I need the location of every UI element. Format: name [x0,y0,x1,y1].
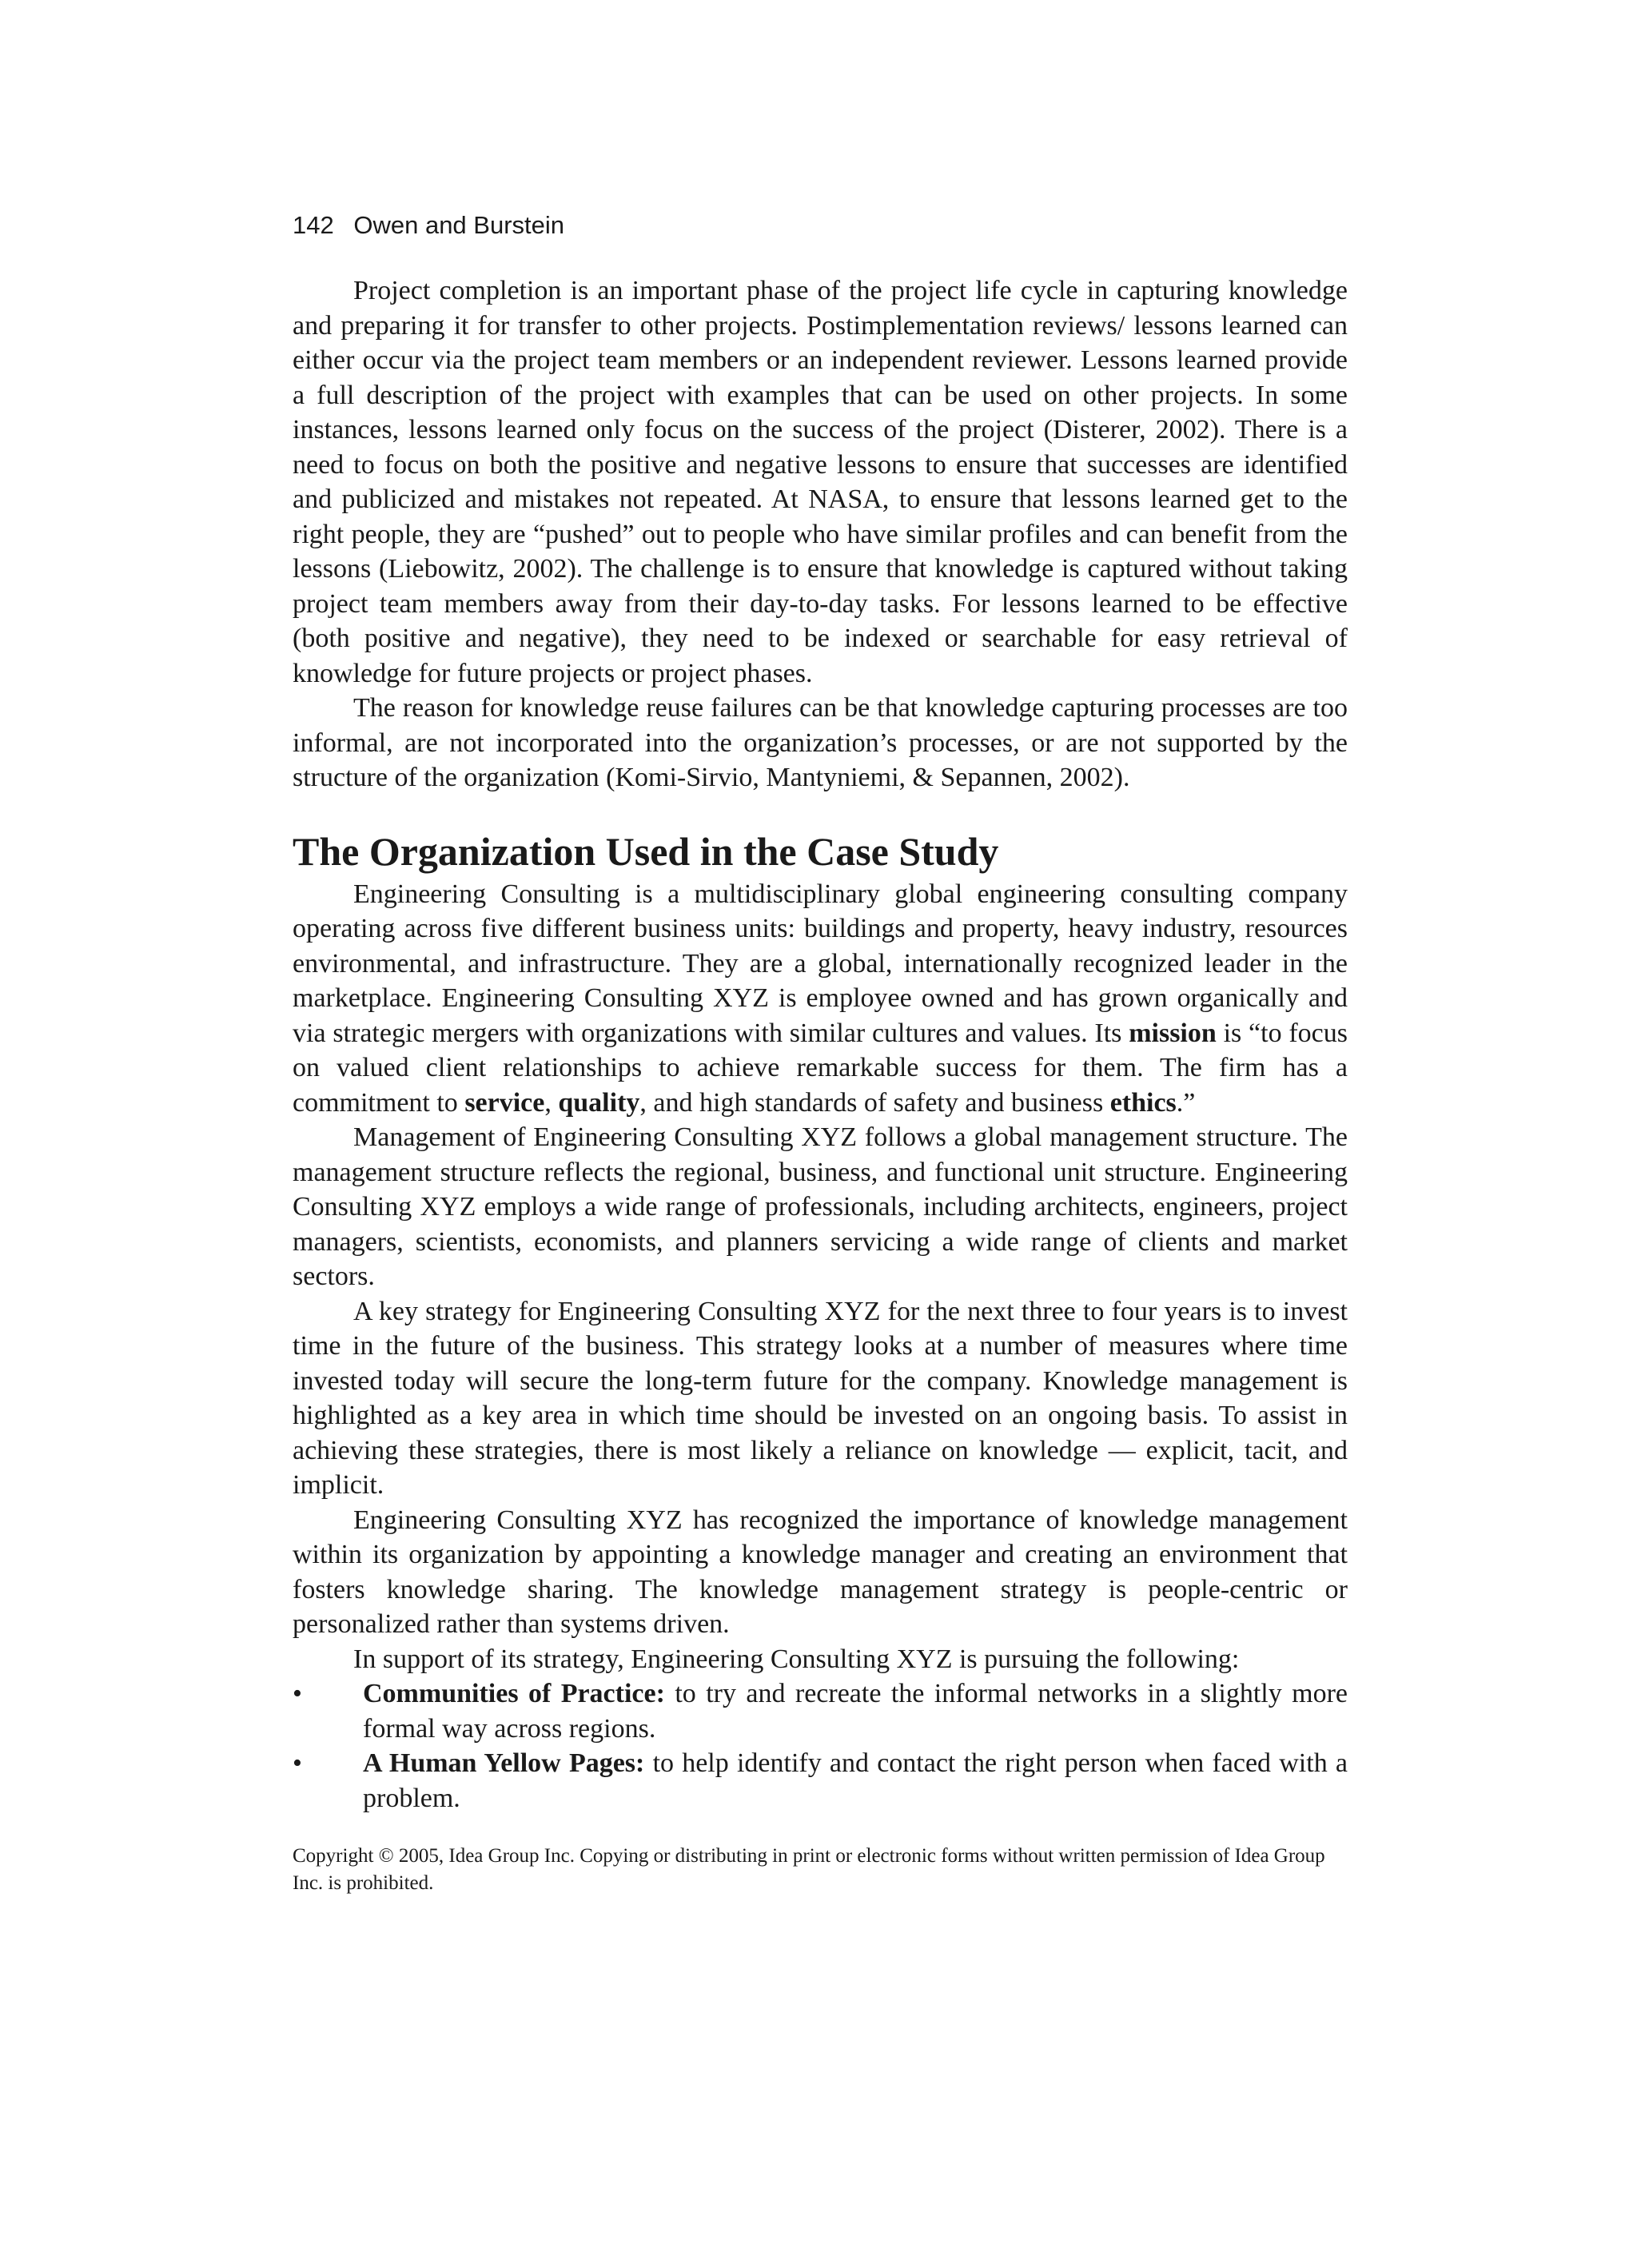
section-paragraph-4: Engineering Consulting XYZ has recognized the importance of knowledge management within its organization by appointing a knowledge manager and creating an environment that fosters knowledge sharing. The knowledge management strategy is people-centric or personalized rather than systems driven. [293,1505,1348,1639]
section-heading: The Organization Used in the Case Study [293,828,999,874]
quality-term: quality [558,1087,640,1118]
intro-paragraph-1: Project completion is an important phase of the project life cycle in capturing knowledge and preparing it for transfer to other projects. Postimplementation reviews/ lessons learned can either occur via the project team members or an independent reviewer. Lessons learned provide a full description of the project with examples that can be used on other projects. In some instances, lessons learned only focus on the success of the project (Disterer, 2002). There is a need to focus on both the positive and negative lessons to ensure that successes are identified and publicized and mistakes not repeated. At NASA, to ensure that lessons learned get to the right people, they are “pushed” out to people who have similar profiles and can benefit from the lessons (Liebowitz, 2002). The challenge is to ensure that knowledge is captured without taking project team members away from their day-to-day tasks. For lessons learned to be effective (both positive and negative), they need to be indexed or searchable for easy retrieval of knowledge for future projects or project phases. [293,276,1348,688]
list-item-term: A Human Yellow Pages: [363,1748,645,1778]
list-item-text: to help identify and contact the right person when faced with a problem. [363,1748,1348,1813]
list-item-term: Communities of Practice: [363,1679,665,1708]
service-term: service [464,1087,545,1118]
running-head-authors: Owen and Burstein [353,211,565,239]
section-paragraph-2: Management of Engineering Consulting XYZ follows a global management structure. The management structure reflects the regional, business, and functional unit structure. Engineering Consulting XYZ employs a wide range of professionals, including architects, engineers, project managers, scientists, economists, and planners servicing a wide range of clients and market sectors. [293,1122,1348,1291]
strategy-list [293,1676,1348,1816]
intro-paragraph-2: The reason for knowledge reuse failures can be that knowledge capturing processes are too informal, are not incorporated into the organization’s processes, or are not supported by the structure of the organization (Komi-Sirvio, Mantyniemi, & Sepannen, 2002). [293,693,1348,792]
copyright-notice: Copyright © 2005, Idea Group Inc. Copying or distributing in print or electronic forms without written permission of Idea Group Inc. is prohibited. [293,1845,1325,1894]
page [293,209,1348,1897]
page-number: 142 [293,211,334,239]
list-item [293,1676,1348,1746]
list-item [293,1746,1348,1816]
bullet-marker: • [293,1679,302,1708]
ethics-term: ethics [1109,1087,1177,1118]
list-item-text: to try and recreate the informal networks in a slightly more formal way across regions. [363,1679,1348,1744]
body-text [293,273,1348,1816]
mission-term: mission [1129,1018,1217,1048]
running-head [293,209,1348,241]
section-paragraph-3: A key strategy for Engineering Consulting XYZ for the next three to four years is to invest time in the future of the business. This strategy looks at a number of measures where time invested today will secure the long-term future for the company. Knowledge management is highlighted as a key area in which time should be invested on an ongoing basis. To assist in achieving these strategies, there is most likely a reliance on knowledge — explicit, tacit, and implicit. [293,1296,1348,1500]
section-paragraph-5: In support of its strategy, Engineering Consulting XYZ is pursuing the following: [353,1644,1240,1674]
section-paragraph-1: Engineering Consulting is a multidisciplinary global engineering consulting company operating across five different business units: buildings and property, heavy industry, resources environmental, and infrastructure. They are a global, internationally recognized leader in the marketplace. Engineering Consulting XYZ is employee owned and has grown organically and via strategic mergers with organizations with similar cultures and values. Its mission is “to focus on valued client relationships to achieve remarkable success for them. The firm has a commitment to service, quality, and high standards of safety and business ethics.” [293,879,1348,1118]
bullet-marker: • [293,1748,302,1778]
